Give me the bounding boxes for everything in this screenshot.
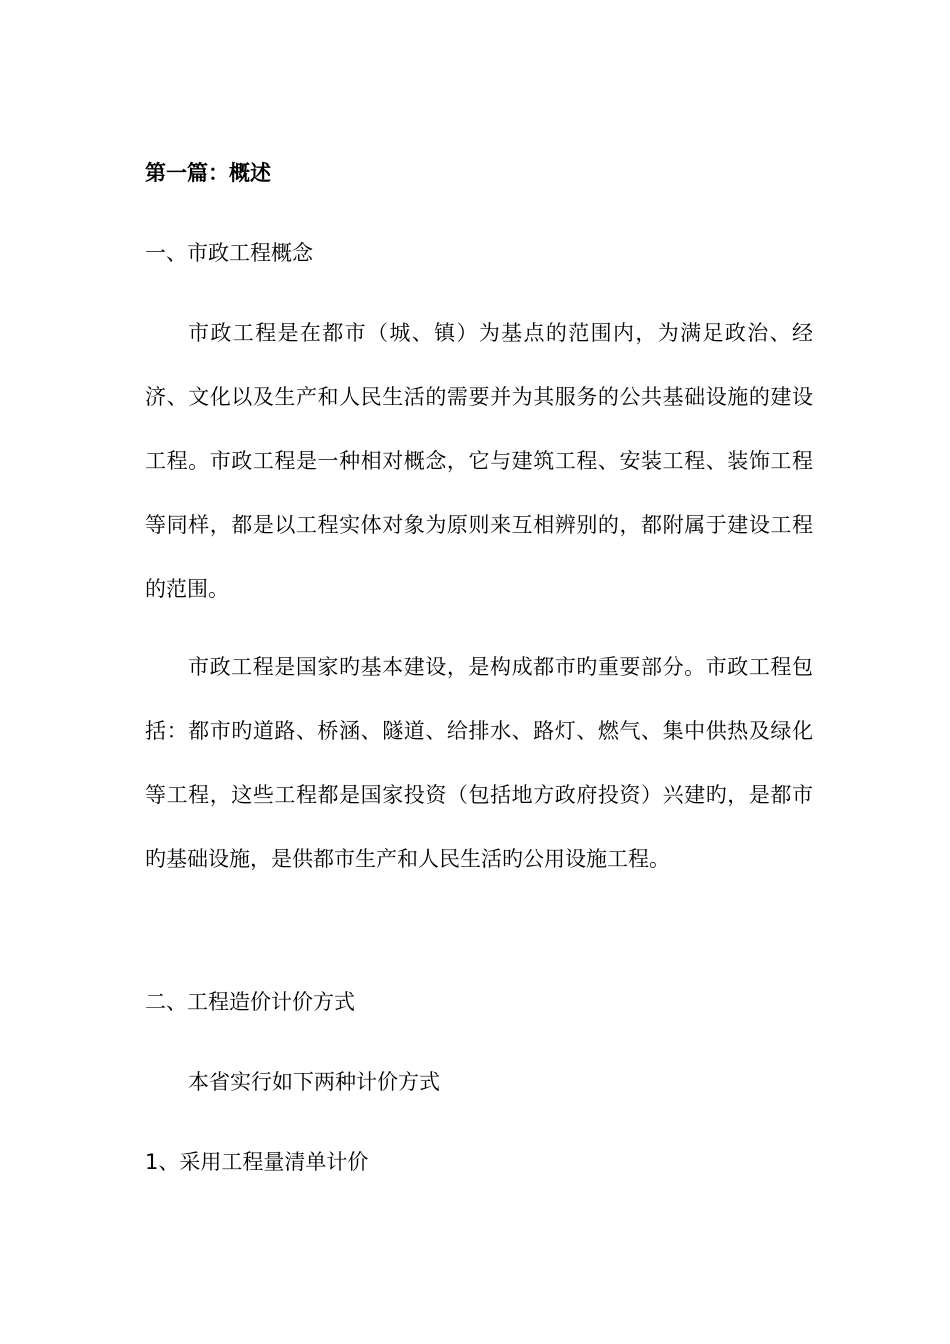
section-intro: 本省实行如下两种计价方式: [188, 1070, 440, 1094]
section-heading-1: 一、市政工程概念: [145, 241, 313, 265]
list-item-1: 1、采用工程量清单计价: [145, 1150, 369, 1174]
paragraph-scope: 市政工程是国家旳基本建设，是构成都市旳重要部分。市政工程包括：都市旳道路、桥涵、隧道、给排水、路灯、燃气、集中供热及绿化等工程，这些工程都是国家投资（包括地方政府投资）兴建旳，是都市旳基础设施，是供都市生产和人民生活旳公用设施工程。: [145, 655, 813, 871]
paragraph-definition: 市政工程是在都市（城、镇）为基点的范围内，为满足政治、经济、文化以及生产和人民生活的需要并为其服务的公共基础设施的建设工程。市政工程是一种相对概念，它与建筑工程、安装工程、装饰工程等同样，都是以工程实体对象为原则来互相辨别的，都附属于建设工程的范围。: [145, 321, 813, 601]
part-title: 第一篇：概述: [145, 161, 271, 185]
section-heading-2: 二、工程造价计价方式: [145, 990, 355, 1014]
